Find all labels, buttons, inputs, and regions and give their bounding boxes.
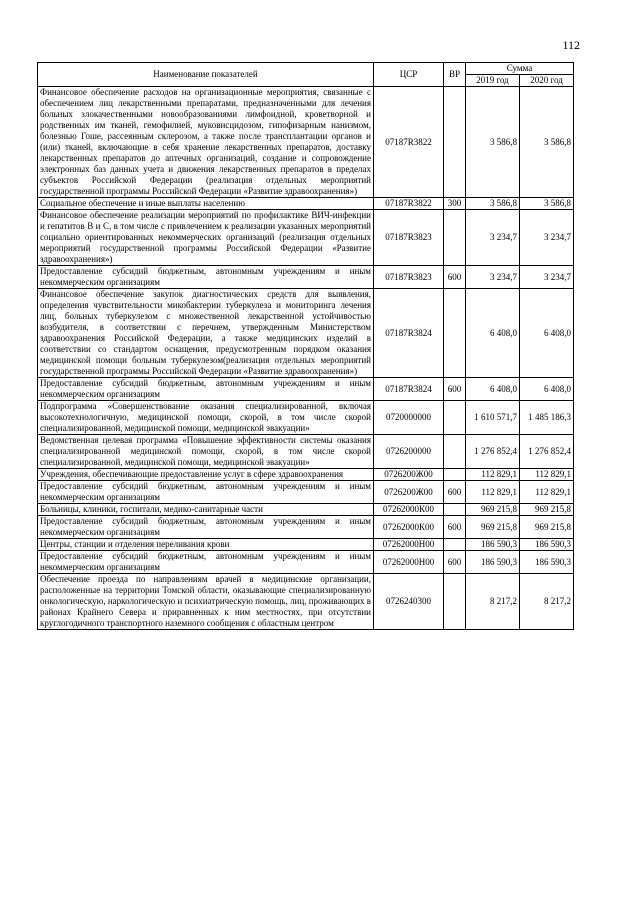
row-vr: 600 (444, 516, 466, 539)
row-name: Предоставление субсидий бюджетным, автономным учреждениям и иным некоммерческим организациям (38, 516, 374, 539)
row-name: Финансовое обеспечение закупок диагностических средств для выявления, определения чувствительности микобактерии туберкулеза и мониторинга лечения лиц, больных туберкулезом с множественной лекарственной устойчивостью возбудителя, в соответствии с перечнем, утвержденным Министерством здравоохранения Российской Федерации, а также медицинских изделий в соответствии со стандартом оснащения, предусмотренным порядком оказания медицинской помощи больным туберкулезом(реализация отдельных мероприятий государственной программы Российской Федерации «Развитие здравоохранения») (38, 289, 374, 378)
row-sum-2020: 3 234,7 (520, 210, 574, 266)
row-sum-2020: 3 234,7 (520, 266, 574, 289)
row-sum-2020: 6 408,0 (520, 289, 574, 378)
row-sum-2019: 186 590,3 (466, 539, 520, 551)
table-row (38, 469, 574, 481)
row-sum-2020: 8 217,2 (520, 574, 574, 630)
row-name: Подпрограмма «Совершенствование оказания специализированной, включая высокотехнологичную, медицинской помощи, скорой, в том числе скорой специализированной, медицинской помощи, медицинской эвакуации» (38, 401, 374, 435)
row-sum-2020: 1 276 852,4 (520, 435, 574, 469)
table-row (38, 87, 574, 198)
table-row (38, 435, 574, 469)
row-sum-2019: 186 590,3 (466, 551, 520, 574)
header-sum: Сумма (466, 63, 574, 75)
row-name: Предоставление субсидий бюджетным, автономным учреждениям и иным некоммерческим организациям (38, 551, 374, 574)
row-vr (444, 469, 466, 481)
row-csr: 07187R3823 (374, 266, 444, 289)
table-row (38, 289, 574, 378)
row-sum-2020: 969 215,8 (520, 516, 574, 539)
row-vr (444, 87, 466, 198)
row-sum-2019: 1 610 571,7 (466, 401, 520, 435)
row-name: Предоставление субсидий бюджетным, автономным учреждениям и иным некоммерческим организациям (38, 481, 374, 504)
row-sum-2019: 3 234,7 (466, 210, 520, 266)
row-sum-2019: 6 408,0 (466, 378, 520, 401)
header-name: Наименование показателей (38, 63, 374, 87)
row-sum-2020: 3 586,8 (520, 87, 574, 198)
row-sum-2019: 3 234,7 (466, 266, 520, 289)
table-row (38, 551, 574, 574)
table-row (38, 378, 574, 401)
header-csr: ЦСР (374, 63, 444, 87)
row-csr: 07187R3823 (374, 210, 444, 266)
page-number: 112 (562, 38, 580, 52)
row-name: Финансовое обеспечение реализации мероприятий по профилактике ВИЧ-инфекции и гепатитов В и С, в том числе с привлечением к реализации указанных мероприятий социально ориентированных некоммерческих организаций (реализация отдельных мероприятий государственной программы Российской Федерации «Развитие здравоохранения») (38, 210, 374, 266)
row-sum-2020: 112 829,1 (520, 481, 574, 504)
row-sum-2019: 112 829,1 (466, 481, 520, 504)
row-vr (444, 289, 466, 378)
row-vr: 600 (444, 481, 466, 504)
row-csr: 07187R3824 (374, 289, 444, 378)
budget-table (37, 62, 574, 630)
table-row (38, 401, 574, 435)
table-row (38, 210, 574, 266)
row-sum-2020: 112 829,1 (520, 469, 574, 481)
row-vr (444, 504, 466, 516)
row-vr: 600 (444, 266, 466, 289)
row-csr: 07262000К00 (374, 504, 444, 516)
row-vr (444, 539, 466, 551)
table-body (38, 87, 574, 630)
row-vr: 300 (444, 198, 466, 210)
table-row (38, 198, 574, 210)
table-row (38, 266, 574, 289)
row-sum-2019: 112 829,1 (466, 469, 520, 481)
row-csr: 07262000Н00 (374, 551, 444, 574)
row-name: Финансовое обеспечение расходов на организационные мероприятия, связанные с обеспечением лиц лекарственными препаратами, предназначенными для лечения больных злокачественными новообразованиями лимфоидной, кроветворной и родственных им тканей, гемофилией, муковисцидозом, гипофизарным нанизмом, болезнью Гоше, рассеянным склерозом, а также после трансплантации органов и (или) тканей, включающие в себя хранение лекарственных препаратов, доставку лекарственных препаратов до аптечных организаций, создание и сопровождение электронных баз данных учета и движения лекарственных препаратов в пределах субъектов Российской Федерации (реализация отдельных мероприятий государственной программы Российской Федерации «Развитие здравоохранения») (38, 87, 374, 198)
table-row (38, 504, 574, 516)
row-name: Обеспечение проезда по направлениям врачей в медицинские организации, расположенные на территории Томской области, оказывающие специализированную онкологическую, наркологическую и психиатрическую помощь, лиц, проживающих в районах Крайнего Севера и приравненных к ним местностях, при отсутствии круглогодичного транспортного наземного сообщения с областным центром (38, 574, 374, 630)
row-sum-2020: 3 586,8 (520, 198, 574, 210)
header-2020: 2020 год (520, 75, 574, 87)
row-sum-2019: 8 217,2 (466, 574, 520, 630)
row-name: Ведомственная целевая программа «Повышение эффективности системы оказания специализированной медицинской помощи, скорой, в том числе скорой специализированной, медицинской помощи, медицинской эвакуации» (38, 435, 374, 469)
row-csr: 0726200000 (374, 435, 444, 469)
row-sum-2020: 969 215,8 (520, 504, 574, 516)
table-row (38, 539, 574, 551)
row-vr (444, 435, 466, 469)
row-sum-2020: 1 485 186,3 (520, 401, 574, 435)
table-row (38, 481, 574, 504)
row-sum-2020: 6 408,0 (520, 378, 574, 401)
row-sum-2019: 969 215,8 (466, 516, 520, 539)
row-sum-2019: 3 586,8 (466, 198, 520, 210)
row-vr (444, 574, 466, 630)
row-csr: 0720000000 (374, 401, 444, 435)
row-name: Социальное обеспечение и иные выплаты населению (38, 198, 374, 210)
row-sum-2019: 1 276 852,4 (466, 435, 520, 469)
row-name: Предоставление субсидий бюджетным, автономным учреждениям и иным некоммерческим организациям (38, 378, 374, 401)
table-row (38, 574, 574, 630)
row-name: Предоставление субсидий бюджетным, автономным учреждениям и иным некоммерческим организациям (38, 266, 374, 289)
header-vr: ВР (444, 63, 466, 87)
row-csr: 0726240300 (374, 574, 444, 630)
row-csr: 0726200Ж00 (374, 481, 444, 504)
row-csr: 07262000К00 (374, 516, 444, 539)
row-csr: 07187R3822 (374, 198, 444, 210)
row-name: Учреждения, обеспечивающие предоставление услуг в сфере здравоохранения (38, 469, 374, 481)
row-csr: 0726200Ж00 (374, 469, 444, 481)
row-sum-2019: 6 408,0 (466, 289, 520, 378)
row-sum-2019: 969 215,8 (466, 504, 520, 516)
row-sum-2020: 186 590,3 (520, 551, 574, 574)
row-vr (444, 401, 466, 435)
row-sum-2020: 186 590,3 (520, 539, 574, 551)
row-name: Больницы, клиники, госпитали, медико-санитарные части (38, 504, 374, 516)
table-row (38, 516, 574, 539)
row-sum-2019: 3 586,8 (466, 87, 520, 198)
row-name: Центры, станции и отделения переливания крови (38, 539, 374, 551)
header-2019: 2019 год (466, 75, 520, 87)
row-vr: 600 (444, 378, 466, 401)
row-vr: 600 (444, 551, 466, 574)
row-csr: 07187R3822 (374, 87, 444, 198)
row-vr (444, 210, 466, 266)
row-csr: 07262000Н00 (374, 539, 444, 551)
row-csr: 07187R3824 (374, 378, 444, 401)
